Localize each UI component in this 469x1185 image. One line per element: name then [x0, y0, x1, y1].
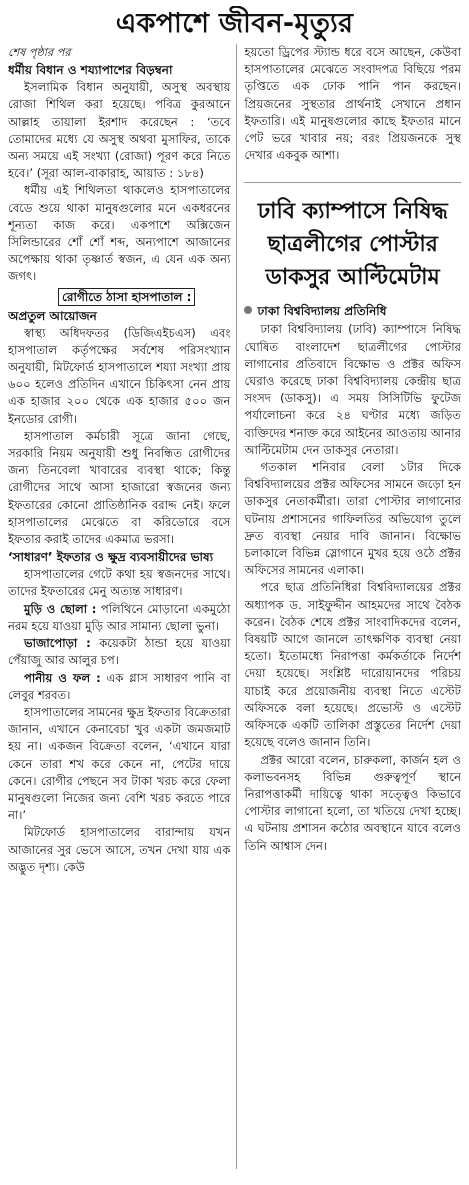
bullet-icon	[244, 306, 252, 314]
menu-label: ভাজাপোড়া :	[24, 636, 91, 651]
paragraph: পরে ছাত্র প্রতিনিধিরা বিশ্ববিদ্যালয়ের প্রক্টর অধ্যাপক ড. সাইফুদ্দীন আহমদের সাথে বৈঠক করেন। বৈঠক শেষে প্রক্টর সাংবাদিকদের বলেন, বিষয়টি আগে জানলে তাৎক্ষণিক ব্যবস্থা নেয়া হতো। ইতোমধ্যে নিরাপত্তা কর্মকর্তাকে নির্দেশ দেয়া হয়েছে। সংশ্লিষ্ট দারোয়ানদের পরিচয় যাচাই করে প্রয়োজনীয় ব্যবস্থা নিতে এস্টেট অফিসকে বলা হয়েছে। প্রভোস্ট ও এস্টেট অফিসকে একটি তালিকা প্রস্তুতের নির্দেশ দেয়া হয়েছে বলেও জানান তিনি।	[244, 580, 461, 750]
paragraph: ইসলামিক বিধান অনুযায়ী, অসুস্থ অবস্থায় রোজা শিথিল করা হয়েছে। পবিত্র কুরআনে আল্লাহ তায়ালা ইরশাদ করেছেন : ‘তবে তোমাদের মধ্যে যে অসুস্থ অথবা মুসাফির, তাকে অন্য সময়ে এই সংখ্যা (রোজা) পূরণ করে নিতে হবে।’ (সূরা আল-বাকারাহ, আয়াত : ১৮৪)	[8, 80, 231, 181]
menu-text: কয়েকটা ঠান্ডা হয়ে যাওয়া পেঁয়াজু আর আলুর চপ।	[8, 636, 231, 668]
paragraph: গতকাল শনিবার বেলা ১টার দিকে বিশ্ববিদ্যালয়ের প্রক্টর অফিসের সামনে জড়ো হন ডাকসুর নেতাকর্মীরা। তারা পোস্টার লাগানোর ঘটনায় প্রশাসনের গাফিলতির অভিযোগ তুলে দ্রুত ব্যবস্থা নেয়ার দাবি জানান। বিক্ষোভ চলাকালে বিভিন্ন স্লোগানে মুখর হয়ে ওঠে প্রক্টর অফিসের সামনের এলাকা।	[244, 460, 461, 578]
paragraph: প্রক্টর আরো বলেন, চারুকলা, কার্জন হল ও কলাভবনসহ বিভিন্ন গুরুত্বপূর্ণ স্থানে নিরাপত্তাকর্মী দায়িত্বে থাকা সত্ত্বেও কিভাবে পোস্টার লাগানো হলো, তা খতিয়ে দেখা হচ্ছে। এ ঘটনায় প্রশাসন কঠোর অবস্থানে যাবে বলেও তিনি আশ্বাস দেন।	[244, 752, 461, 853]
menu-item	[8, 635, 230, 669]
subhead-arrangement: অপ্রতুল আয়োজন	[8, 308, 97, 323]
paragraph: মিটফোর্ড হাসপাতালের বারান্দায় যখন আজানের সুর ভেসে আসে, তখন দেখা যায় এক অদ্ভুত দৃশ্য। কেউ	[8, 825, 231, 874]
continued-note: শেষ পৃষ্ঠার পর	[8, 46, 71, 59]
paragraph: স্বাস্থ্য অধিদফতর (ডিজিএইচএস) এবং হাসপাতাল কর্তৃপক্ষের সর্বশেষ পরিসংখ্যান অনুযায়ী, মিটফোর্ড হাসপাতালে শয্যা সংখ্যা প্রায় ৬০০ হলেও প্রতিদিন এখানে চিকিৎসা নেন প্রায় এক হাজার ২০০ থেকে এক হাজার ৫০০ জন ইনডোর রোগী।	[8, 325, 231, 426]
menu-text: এক গ্লাস সাধারণ পানি বা লেবুর শরবত।	[8, 670, 231, 702]
left-column	[8, 44, 236, 1169]
subhead-religious: ধর্মীয় বিধান ও শয্যাপাশের বিড়ম্বনা	[8, 63, 173, 78]
paragraph: হয়তো ড্রিপের স্ট্যান্ড ধরে বসে আছেন, কেউবা হাসপাতালের মেঝেতে সংবাদপত্র বিছিয়ে পরম তৃপ্তিতে এক ঢোক পানি পান করছেন। প্রিয়জনের সুস্থতার প্রার্থনাই সেখানে প্রধান ইফতারি। এই মানুষগুলোর কাছে ইফতার মানে পেট ভরে খাবার নয়; বরং প্রিয়জনকে সুস্থ দেখার একবুক আশা।	[244, 45, 461, 163]
second-headline: ঢাবি ক্যাম্পাসে নিষিদ্ধ ছাত্রলীগের পোস্টার ডাকসুর আল্টিমেটাম	[244, 182, 461, 294]
byline-text: ঢাকা বিশ্ববিদ্যালয় প্রতিনিধি	[257, 304, 387, 319]
subhead-iftar: ‘সাধারণ’ ইফতার ও ক্ষুদ্র ব্যবসায়ীদের ভাষ্য	[8, 550, 214, 565]
paragraph: হাসপাতালের গেটে কথা হয় স্বজনদের সাথে। তাদের ইফতারের মেনু অত্যন্ত সাধারণ।	[8, 567, 231, 599]
right-column	[236, 44, 461, 1169]
headline: একপাশে জীবন-মৃত্যুর	[115, 8, 354, 39]
paragraph: ধর্মীয় এই শিথিলতা থাকলেও হাসপাতালের বেডে শুয়ে থাকা মানুষগুলোর মনে একধরনের শূন্যতা কাজ করে। একপাশে অক্সিজেন সিলিন্ডারের শোঁ শোঁ শব্দ, অন্যপাশে আজানের অপেক্ষায় থাকা তৃষ্ণার্ত স্বজন, এ যেন এক অন্য জগৎ।	[8, 183, 231, 284]
paragraph: হাসপাতাল কর্মচারী সূত্রে জানা গেছে, সরকারি নিয়ম অনুযায়ী শুধু নিবন্ধিত রোগীদের জন্য তিনবেলা খাবারের ব্যবস্থা থাকে; কিন্তু রোগীদের সাথে আসা হাজারো স্বজনের জন্য ইফতারের কোনো প্রাতিষ্ঠানিক বরাদ্দ নেই। ফলে হাসপাতালের মেঝেতে বা করিডোরে বসে ইফতার করাই তাদের একমাত্র ভরসা।	[8, 428, 231, 547]
menu-label: মুড়ি ও ছোলা :	[24, 601, 97, 616]
article-columns	[8, 44, 461, 1169]
menu-item	[8, 670, 230, 704]
menu-label: পানীয় ও ফল :	[24, 670, 101, 685]
menu-item	[8, 601, 230, 635]
boxed-subhead: রোগীতে ঠাসা হাসপাতাল :	[58, 288, 195, 306]
menu-text: পলিথিনে মোড়ানো একমুঠো নরম হয়ে যাওয়া মুড়ি আর সামান্য ছোলা ভুনা।	[8, 601, 231, 633]
paragraph: ঢাকা বিশ্ববিদ্যালয় (ঢাবি) ক্যাম্পাসে নিষিদ্ধ ঘোষিত বাংলাদেশ ছাত্রলীগের পোস্টার লাগানোর প্রতিবাদে বিক্ষোভ ও প্রক্টর অফিস ঘেরাও করেছে ঢাকা বিশ্ববিদ্যালয় কেন্দ্রীয় ছাত্র সংসদ (ডাকসু)। এ সময় সিসিটিভি ফুটেজ পর্যালোচনা করে ২৪ ঘণ্টার মধ্যে জড়িত ব্যক্তিদের শনাক্ত করে আইনের আওতায় আনার আল্টিমেটাম দেন ডাকসুর নেতারা।	[244, 322, 461, 457]
byline	[244, 302, 461, 320]
paragraph: হাসপাতালের সামনের ক্ষুদ্র ইফতার বিক্রেতারা জানান, এখানে কেনাবেচা খুব একটা জমজমাট হয় না। একজন বিক্রেতা বলেন, ‘এখানে যারা কেনে তারা শখ করে কেনে না, পেটের দায়ে কেনে। রোগীর পেছনে সব টাকা খরচ করে ফেলা মানুষগুলো নিজের জন্য বেশি খরচ করতে পারে না।’	[8, 704, 231, 823]
